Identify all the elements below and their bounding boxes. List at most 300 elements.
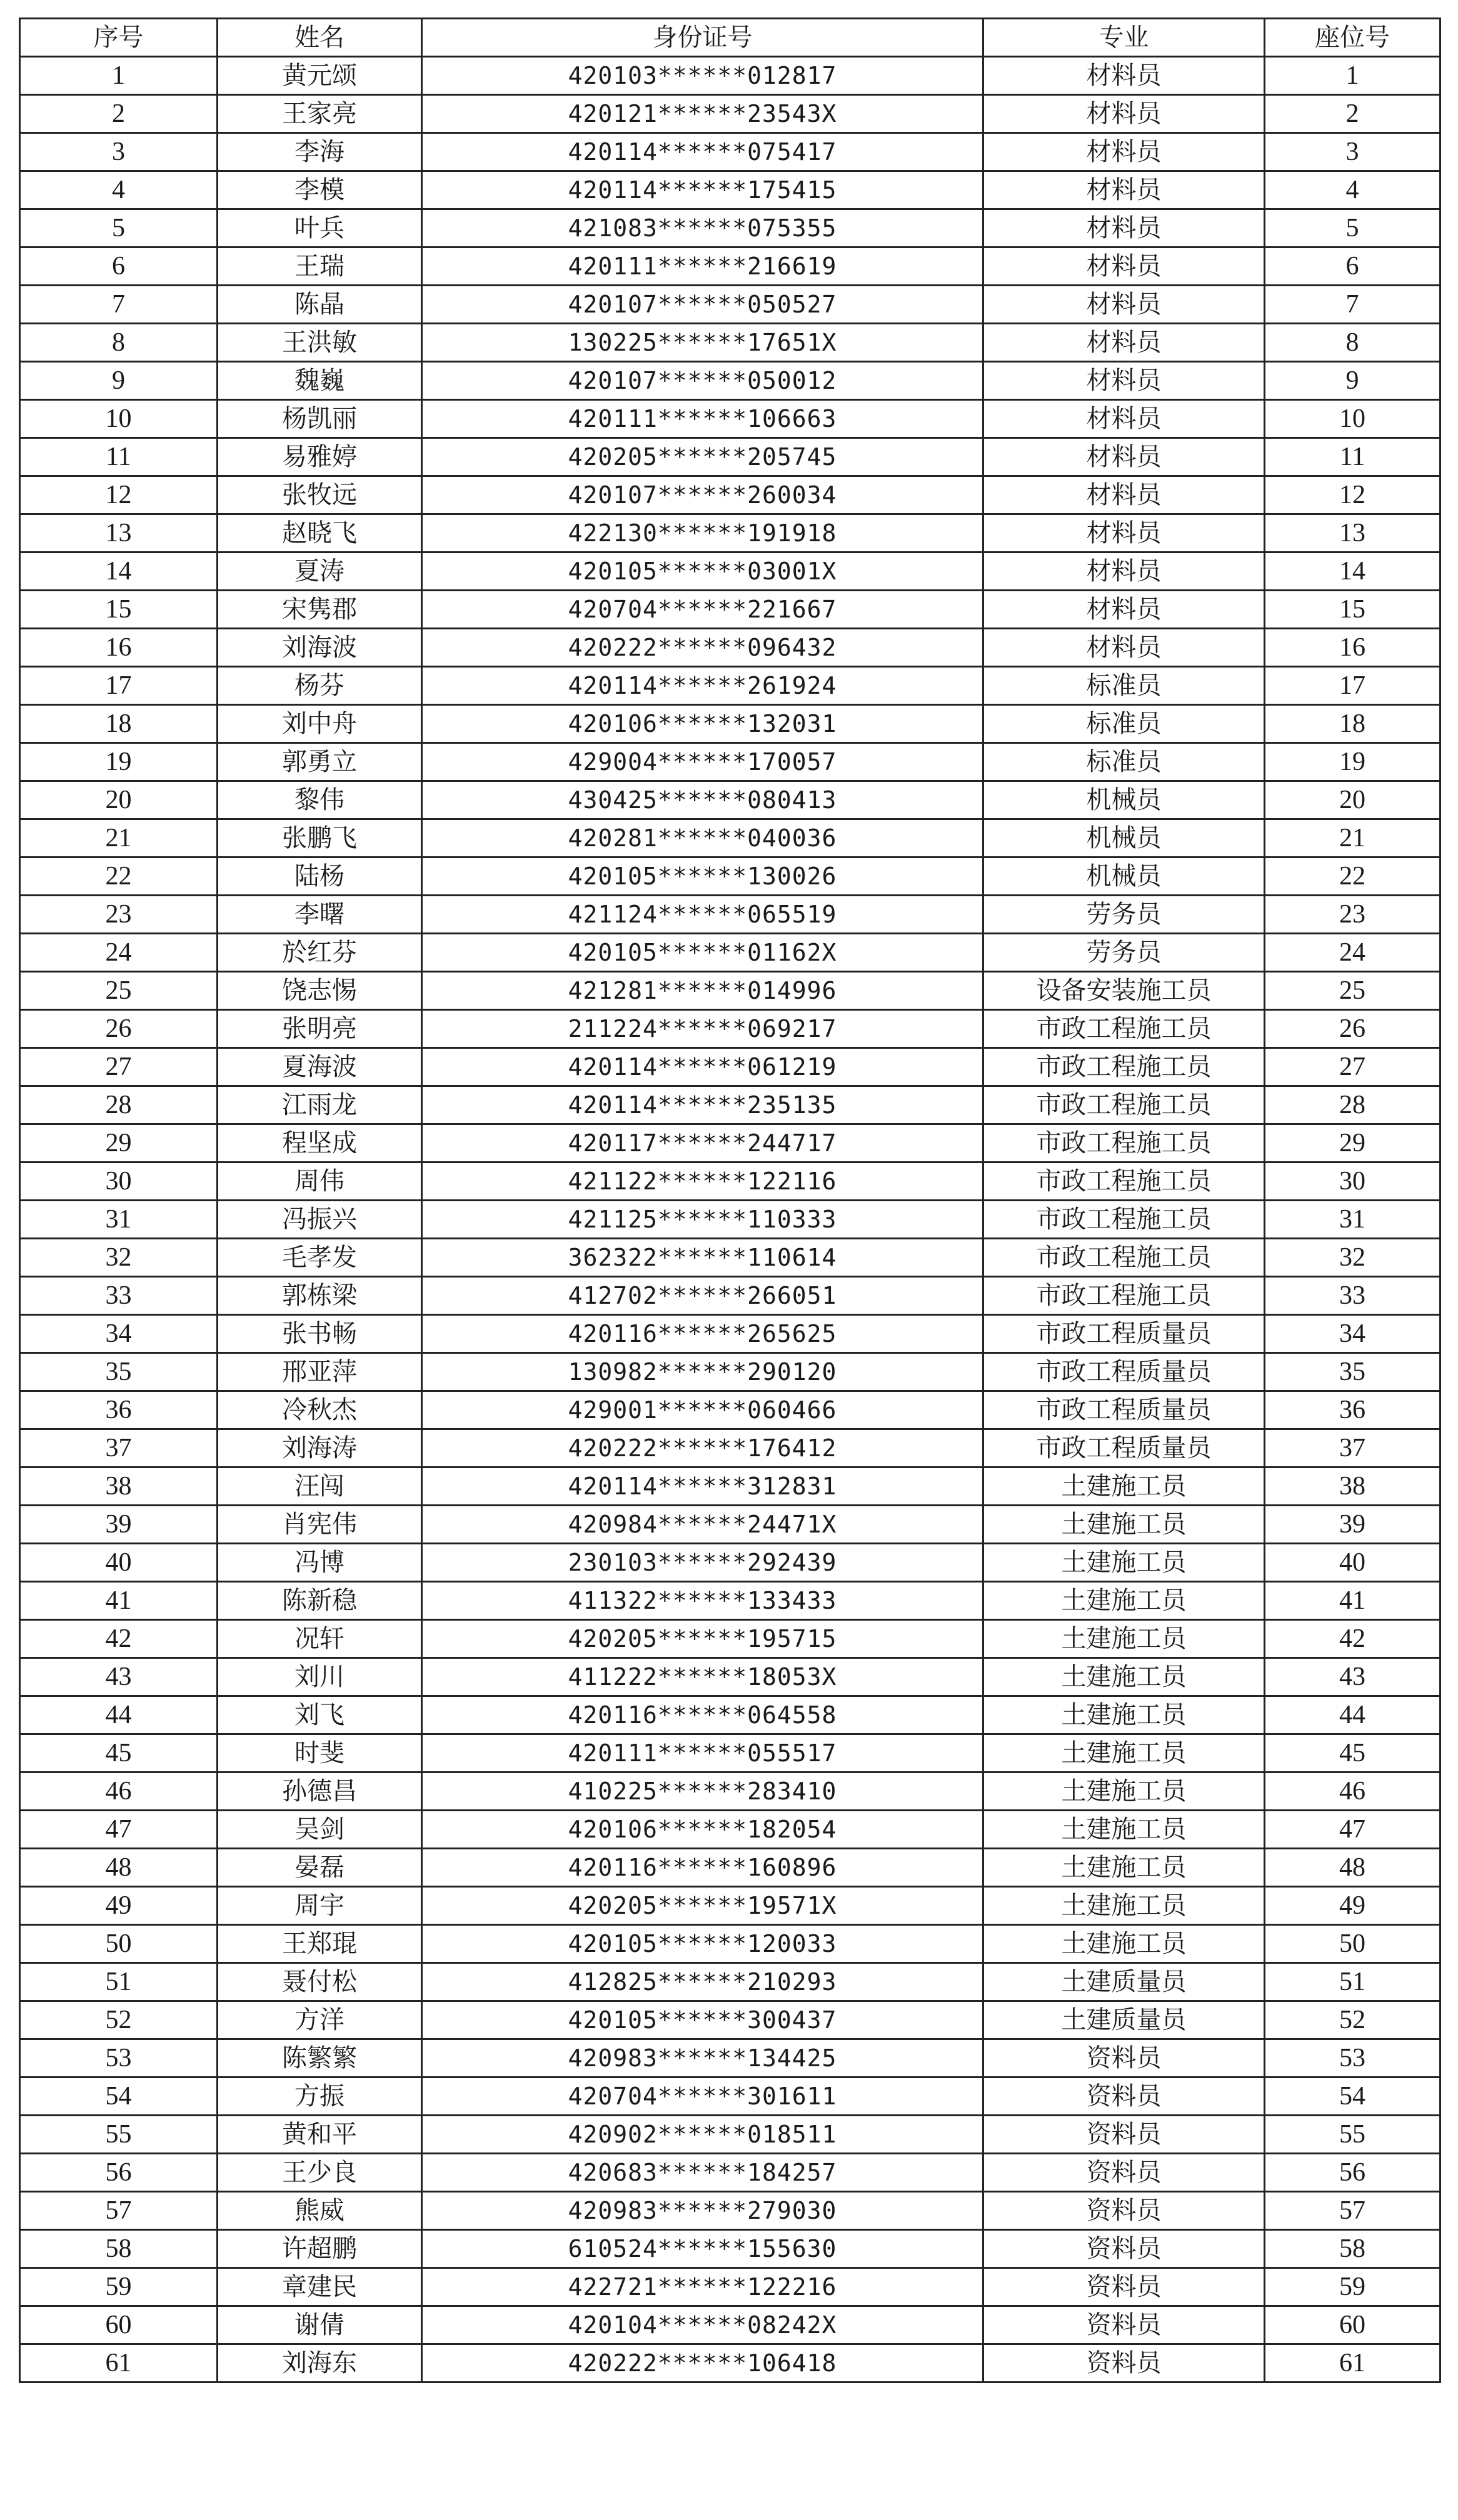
major-cell: 材料员 <box>983 57 1265 95</box>
serial-no-cell: 33 <box>20 1277 218 1315</box>
major-cell: 材料员 <box>983 133 1265 171</box>
id-number-cell: 420105******130026 <box>422 858 983 896</box>
seat-no-cell: 11 <box>1265 438 1440 476</box>
seat-no-cell: 39 <box>1265 1506 1440 1544</box>
major-cell: 土建质量员 <box>983 2001 1265 2039</box>
major-cell: 材料员 <box>983 171 1265 209</box>
seat-no-cell: 26 <box>1265 1010 1440 1048</box>
id-number-cell: 420704******301611 <box>422 2078 983 2116</box>
serial-no-cell: 27 <box>20 1048 218 1086</box>
major-cell: 材料员 <box>983 286 1265 324</box>
id-number-cell: 412825******210293 <box>422 1963 983 2001</box>
seat-no-cell: 25 <box>1265 972 1440 1010</box>
major-cell: 土建施工员 <box>983 1544 1265 1582</box>
name-cell: 黎伟 <box>218 781 422 819</box>
id-number-cell: 420114******261924 <box>422 667 983 705</box>
name-cell: 汪闯 <box>218 1468 422 1506</box>
name-cell: 毛孝发 <box>218 1239 422 1277</box>
table-row <box>20 972 1440 1010</box>
seat-no-cell: 31 <box>1265 1201 1440 1239</box>
seat-no-cell: 9 <box>1265 362 1440 400</box>
serial-no-cell: 48 <box>20 1849 218 1887</box>
serial-no-cell: 41 <box>20 1582 218 1620</box>
table-row <box>20 1963 1440 2001</box>
serial-no-cell: 22 <box>20 858 218 896</box>
id-number-cell: 130225******17651X <box>422 324 983 362</box>
serial-no-cell: 43 <box>20 1658 218 1696</box>
serial-no-cell: 7 <box>20 286 218 324</box>
major-cell: 资料员 <box>983 2344 1265 2382</box>
major-cell: 材料员 <box>983 476 1265 514</box>
major-cell: 机械员 <box>983 781 1265 819</box>
major-cell: 标准员 <box>983 667 1265 705</box>
seat-no-cell: 47 <box>1265 1811 1440 1849</box>
name-cell: 魏巍 <box>218 362 422 400</box>
major-cell: 市政工程施工员 <box>983 1010 1265 1048</box>
table-row <box>20 1162 1440 1201</box>
serial-no-cell: 53 <box>20 2039 218 2078</box>
seat-no-cell: 37 <box>1265 1429 1440 1468</box>
serial-no-cell: 32 <box>20 1239 218 1277</box>
serial-no-cell: 30 <box>20 1162 218 1201</box>
table-row <box>20 362 1440 400</box>
table-row <box>20 1201 1440 1239</box>
id-number-cell: 420222******096432 <box>422 629 983 667</box>
id-number-cell: 420222******176412 <box>422 1429 983 1468</box>
major-cell: 市政工程施工员 <box>983 1201 1265 1239</box>
seat-no-cell: 43 <box>1265 1658 1440 1696</box>
name-cell: 熊威 <box>218 2192 422 2230</box>
table-row <box>20 1124 1440 1162</box>
table-row <box>20 1734 1440 1772</box>
name-cell: 李曙 <box>218 896 422 934</box>
id-number-cell: 130982******290120 <box>422 1353 983 1391</box>
major-cell: 资料员 <box>983 2192 1265 2230</box>
major-cell: 劳务员 <box>983 934 1265 972</box>
major-cell: 资料员 <box>983 2078 1265 2116</box>
seat-no-cell: 23 <box>1265 896 1440 934</box>
id-number-cell: 420117******244717 <box>422 1124 983 1162</box>
major-cell: 土建施工员 <box>983 1696 1265 1734</box>
serial-no-cell: 42 <box>20 1620 218 1658</box>
serial-no-cell: 8 <box>20 324 218 362</box>
seat-no-cell: 2 <box>1265 95 1440 133</box>
table-row <box>20 133 1440 171</box>
seat-no-cell: 24 <box>1265 934 1440 972</box>
header-id-number: 身份证号 <box>422 19 983 57</box>
id-number-cell: 420105******03001X <box>422 552 983 591</box>
seat-no-cell: 20 <box>1265 781 1440 819</box>
serial-no-cell: 52 <box>20 2001 218 2039</box>
table-row <box>20 819 1440 858</box>
name-cell: 周伟 <box>218 1162 422 1201</box>
table-row <box>20 1315 1440 1353</box>
serial-no-cell: 36 <box>20 1391 218 1429</box>
seat-no-cell: 28 <box>1265 1086 1440 1124</box>
table-row <box>20 1582 1440 1620</box>
table-row <box>20 248 1440 286</box>
table-row <box>20 1239 1440 1277</box>
id-number-cell: 421281******014996 <box>422 972 983 1010</box>
major-cell: 土建施工员 <box>983 1658 1265 1696</box>
table-row <box>20 781 1440 819</box>
table-row <box>20 1391 1440 1429</box>
serial-no-cell: 2 <box>20 95 218 133</box>
major-cell: 资料员 <box>983 2268 1265 2306</box>
seat-no-cell: 36 <box>1265 1391 1440 1429</box>
major-cell: 资料员 <box>983 2306 1265 2344</box>
major-cell: 市政工程施工员 <box>983 1162 1265 1201</box>
seat-no-cell: 1 <box>1265 57 1440 95</box>
serial-no-cell: 50 <box>20 1925 218 1963</box>
table-row <box>20 2039 1440 2078</box>
name-cell: 江雨龙 <box>218 1086 422 1124</box>
seat-no-cell: 8 <box>1265 324 1440 362</box>
table-row <box>20 95 1440 133</box>
serial-no-cell: 54 <box>20 2078 218 2116</box>
name-cell: 夏涛 <box>218 552 422 591</box>
seat-no-cell: 4 <box>1265 171 1440 209</box>
header-seat-no: 座位号 <box>1265 19 1440 57</box>
name-cell: 方洋 <box>218 2001 422 2039</box>
serial-no-cell: 34 <box>20 1315 218 1353</box>
seat-no-cell: 52 <box>1265 2001 1440 2039</box>
seat-no-cell: 18 <box>1265 705 1440 743</box>
seat-no-cell: 60 <box>1265 2306 1440 2344</box>
serial-no-cell: 60 <box>20 2306 218 2344</box>
serial-no-cell: 14 <box>20 552 218 591</box>
id-number-cell: 420205******19571X <box>422 1887 983 1925</box>
name-cell: 杨凯丽 <box>218 400 422 438</box>
seat-no-cell: 56 <box>1265 2154 1440 2192</box>
name-cell: 叶兵 <box>218 209 422 248</box>
seat-no-cell: 42 <box>1265 1620 1440 1658</box>
serial-no-cell: 47 <box>20 1811 218 1849</box>
name-cell: 郭栋梁 <box>218 1277 422 1315</box>
name-cell: 孙德昌 <box>218 1772 422 1811</box>
serial-no-cell: 25 <box>20 972 218 1010</box>
major-cell: 土建施工员 <box>983 1849 1265 1887</box>
id-number-cell: 420114******061219 <box>422 1048 983 1086</box>
major-cell: 材料员 <box>983 248 1265 286</box>
major-cell: 标准员 <box>983 743 1265 781</box>
id-number-cell: 610524******155630 <box>422 2230 983 2268</box>
table-row <box>20 476 1440 514</box>
serial-no-cell: 35 <box>20 1353 218 1391</box>
id-number-cell: 230103******292439 <box>422 1544 983 1582</box>
table-row <box>20 1048 1440 1086</box>
name-cell: 时斐 <box>218 1734 422 1772</box>
serial-no-cell: 15 <box>20 591 218 629</box>
id-number-cell: 420205******205745 <box>422 438 983 476</box>
name-cell: 陈繁繁 <box>218 2039 422 2078</box>
seat-no-cell: 12 <box>1265 476 1440 514</box>
serial-no-cell: 26 <box>20 1010 218 1048</box>
name-cell: 冷秋杰 <box>218 1391 422 1429</box>
id-number-cell: 420103******012817 <box>422 57 983 95</box>
seat-no-cell: 55 <box>1265 2116 1440 2154</box>
seat-no-cell: 7 <box>1265 286 1440 324</box>
seat-no-cell: 29 <box>1265 1124 1440 1162</box>
id-number-cell: 420984******24471X <box>422 1506 983 1544</box>
serial-no-cell: 40 <box>20 1544 218 1582</box>
id-number-cell: 420116******265625 <box>422 1315 983 1353</box>
id-number-cell: 420121******23543X <box>422 95 983 133</box>
table-row <box>20 1544 1440 1582</box>
id-number-cell: 429004******170057 <box>422 743 983 781</box>
serial-no-cell: 45 <box>20 1734 218 1772</box>
table-row <box>20 286 1440 324</box>
id-number-cell: 421083******075355 <box>422 209 983 248</box>
name-cell: 方振 <box>218 2078 422 2116</box>
name-cell: 晏磊 <box>218 1849 422 1887</box>
name-cell: 张明亮 <box>218 1010 422 1048</box>
name-cell: 章建民 <box>218 2268 422 2306</box>
table-row <box>20 2001 1440 2039</box>
id-number-cell: 420983******279030 <box>422 2192 983 2230</box>
seat-no-cell: 45 <box>1265 1734 1440 1772</box>
id-number-cell: 420983******134425 <box>422 2039 983 2078</box>
name-cell: 聂付松 <box>218 1963 422 2001</box>
id-number-cell: 362322******110614 <box>422 1239 983 1277</box>
name-cell: 陈新稳 <box>218 1582 422 1620</box>
id-number-cell: 420105******120033 <box>422 1925 983 1963</box>
name-cell: 邢亚萍 <box>218 1353 422 1391</box>
table-row <box>20 2344 1440 2382</box>
serial-no-cell: 44 <box>20 1696 218 1734</box>
name-cell: 刘川 <box>218 1658 422 1696</box>
table-row <box>20 209 1440 248</box>
id-number-cell: 420116******160896 <box>422 1849 983 1887</box>
serial-no-cell: 12 <box>20 476 218 514</box>
id-number-cell: 420222******106418 <box>422 2344 983 2382</box>
major-cell: 土建施工员 <box>983 1582 1265 1620</box>
seat-no-cell: 3 <box>1265 133 1440 171</box>
name-cell: 李海 <box>218 133 422 171</box>
table-row <box>20 438 1440 476</box>
serial-no-cell: 51 <box>20 1963 218 2001</box>
table-row <box>20 1620 1440 1658</box>
name-cell: 杨芬 <box>218 667 422 705</box>
table-row <box>20 1696 1440 1734</box>
seat-no-cell: 53 <box>1265 2039 1440 2078</box>
table-row <box>20 591 1440 629</box>
major-cell: 市政工程施工员 <box>983 1124 1265 1162</box>
id-number-cell: 420111******216619 <box>422 248 983 286</box>
id-number-cell: 429001******060466 <box>422 1391 983 1429</box>
name-cell: 王家亮 <box>218 95 422 133</box>
major-cell: 材料员 <box>983 629 1265 667</box>
table-row <box>20 743 1440 781</box>
table-row <box>20 552 1440 591</box>
id-number-cell: 420106******182054 <box>422 1811 983 1849</box>
seat-no-cell: 51 <box>1265 1963 1440 2001</box>
major-cell: 材料员 <box>983 400 1265 438</box>
major-cell: 资料员 <box>983 2039 1265 2078</box>
seat-no-cell: 38 <box>1265 1468 1440 1506</box>
name-cell: 谢倩 <box>218 2306 422 2344</box>
header-serial-no: 序号 <box>20 19 218 57</box>
table-row <box>20 2230 1440 2268</box>
seat-no-cell: 59 <box>1265 2268 1440 2306</box>
id-number-cell: 420116******064558 <box>422 1696 983 1734</box>
name-cell: 赵晓飞 <box>218 514 422 552</box>
name-cell: 黄和平 <box>218 2116 422 2154</box>
serial-no-cell: 23 <box>20 896 218 934</box>
name-cell: 吴剑 <box>218 1811 422 1849</box>
seat-no-cell: 21 <box>1265 819 1440 858</box>
name-cell: 张牧远 <box>218 476 422 514</box>
serial-no-cell: 37 <box>20 1429 218 1468</box>
major-cell: 机械员 <box>983 819 1265 858</box>
name-cell: 郭勇立 <box>218 743 422 781</box>
table-row <box>20 171 1440 209</box>
name-cell: 刘海东 <box>218 2344 422 2382</box>
seat-no-cell: 50 <box>1265 1925 1440 1963</box>
seat-no-cell: 48 <box>1265 1849 1440 1887</box>
serial-no-cell: 58 <box>20 2230 218 2268</box>
major-cell: 材料员 <box>983 324 1265 362</box>
table-row <box>20 1086 1440 1124</box>
table-row <box>20 934 1440 972</box>
table-row <box>20 2116 1440 2154</box>
id-number-cell: 420281******040036 <box>422 819 983 858</box>
table-row <box>20 400 1440 438</box>
serial-no-cell: 17 <box>20 667 218 705</box>
seat-no-cell: 30 <box>1265 1162 1440 1201</box>
name-cell: 王洪敏 <box>218 324 422 362</box>
serial-no-cell: 10 <box>20 400 218 438</box>
seat-no-cell: 16 <box>1265 629 1440 667</box>
name-cell: 陈晶 <box>218 286 422 324</box>
table-row <box>20 57 1440 95</box>
seat-no-cell: 22 <box>1265 858 1440 896</box>
name-cell: 许超鹏 <box>218 2230 422 2268</box>
table-row <box>20 324 1440 362</box>
name-cell: 况轩 <box>218 1620 422 1658</box>
seat-no-cell: 15 <box>1265 591 1440 629</box>
seat-no-cell: 35 <box>1265 1353 1440 1391</box>
major-cell: 市政工程质量员 <box>983 1391 1265 1429</box>
table-row <box>20 1658 1440 1696</box>
table-row <box>20 629 1440 667</box>
serial-no-cell: 31 <box>20 1201 218 1239</box>
name-cell: 刘中舟 <box>218 705 422 743</box>
serial-no-cell: 16 <box>20 629 218 667</box>
table-body <box>20 57 1440 2382</box>
name-cell: 王瑞 <box>218 248 422 286</box>
id-number-cell: 410225******283410 <box>422 1772 983 1811</box>
serial-no-cell: 6 <box>20 248 218 286</box>
seat-no-cell: 58 <box>1265 2230 1440 2268</box>
major-cell: 资料员 <box>983 2154 1265 2192</box>
seat-no-cell: 13 <box>1265 514 1440 552</box>
serial-no-cell: 29 <box>20 1124 218 1162</box>
name-cell: 张书畅 <box>218 1315 422 1353</box>
id-number-cell: 420683******184257 <box>422 2154 983 2192</box>
id-number-cell: 420114******175415 <box>422 171 983 209</box>
id-number-cell: 420205******195715 <box>422 1620 983 1658</box>
table-row <box>20 1353 1440 1391</box>
major-cell: 市政工程质量员 <box>983 1429 1265 1468</box>
major-cell: 设备安装施工员 <box>983 972 1265 1010</box>
major-cell: 材料员 <box>983 209 1265 248</box>
id-number-cell: 421125******110333 <box>422 1201 983 1239</box>
id-number-cell: 420902******018511 <box>422 2116 983 2154</box>
table-row <box>20 858 1440 896</box>
id-number-cell: 420704******221667 <box>422 591 983 629</box>
id-number-cell: 421124******065519 <box>422 896 983 934</box>
serial-no-cell: 5 <box>20 209 218 248</box>
table-row <box>20 1925 1440 1963</box>
seat-no-cell: 17 <box>1265 667 1440 705</box>
seat-no-cell: 14 <box>1265 552 1440 591</box>
table-row <box>20 514 1440 552</box>
name-cell: 周宇 <box>218 1887 422 1925</box>
serial-no-cell: 3 <box>20 133 218 171</box>
major-cell: 土建施工员 <box>983 1734 1265 1772</box>
major-cell: 土建施工员 <box>983 1506 1265 1544</box>
seat-no-cell: 54 <box>1265 2078 1440 2116</box>
serial-no-cell: 57 <box>20 2192 218 2230</box>
major-cell: 材料员 <box>983 95 1265 133</box>
id-number-cell: 420114******312831 <box>422 1468 983 1506</box>
id-number-cell: 420105******300437 <box>422 2001 983 2039</box>
id-number-cell: 422721******122216 <box>422 2268 983 2306</box>
id-number-cell: 420111******106663 <box>422 400 983 438</box>
table-row <box>20 1506 1440 1544</box>
name-cell: 宋隽郡 <box>218 591 422 629</box>
seat-no-cell: 27 <box>1265 1048 1440 1086</box>
major-cell: 材料员 <box>983 438 1265 476</box>
table-row <box>20 2306 1440 2344</box>
name-cell: 易雅婷 <box>218 438 422 476</box>
major-cell: 土建施工员 <box>983 1468 1265 1506</box>
table-row <box>20 1849 1440 1887</box>
header-name: 姓名 <box>218 19 422 57</box>
major-cell: 土建施工员 <box>983 1925 1265 1963</box>
id-number-cell: 421122******122116 <box>422 1162 983 1201</box>
id-number-cell: 420106******132031 <box>422 705 983 743</box>
table-row <box>20 1429 1440 1468</box>
serial-no-cell: 19 <box>20 743 218 781</box>
name-cell: 王少良 <box>218 2154 422 2192</box>
name-cell: 张鹏飞 <box>218 819 422 858</box>
serial-no-cell: 9 <box>20 362 218 400</box>
table-row <box>20 2154 1440 2192</box>
serial-no-cell: 56 <box>20 2154 218 2192</box>
name-cell: 程坚成 <box>218 1124 422 1162</box>
major-cell: 材料员 <box>983 552 1265 591</box>
name-cell: 刘飞 <box>218 1696 422 1734</box>
table-row <box>20 705 1440 743</box>
id-number-cell: 420107******050012 <box>422 362 983 400</box>
name-cell: 於红芬 <box>218 934 422 972</box>
table-row <box>20 1811 1440 1849</box>
major-cell: 市政工程施工员 <box>983 1086 1265 1124</box>
name-cell: 冯振兴 <box>218 1201 422 1239</box>
seat-no-cell: 34 <box>1265 1315 1440 1353</box>
table-row <box>20 667 1440 705</box>
name-cell: 黄元颂 <box>218 57 422 95</box>
seat-no-cell: 61 <box>1265 2344 1440 2382</box>
name-cell: 冯博 <box>218 1544 422 1582</box>
serial-no-cell: 13 <box>20 514 218 552</box>
seat-no-cell: 10 <box>1265 400 1440 438</box>
table-row <box>20 896 1440 934</box>
major-cell: 土建质量员 <box>983 1963 1265 2001</box>
major-cell: 材料员 <box>983 514 1265 552</box>
